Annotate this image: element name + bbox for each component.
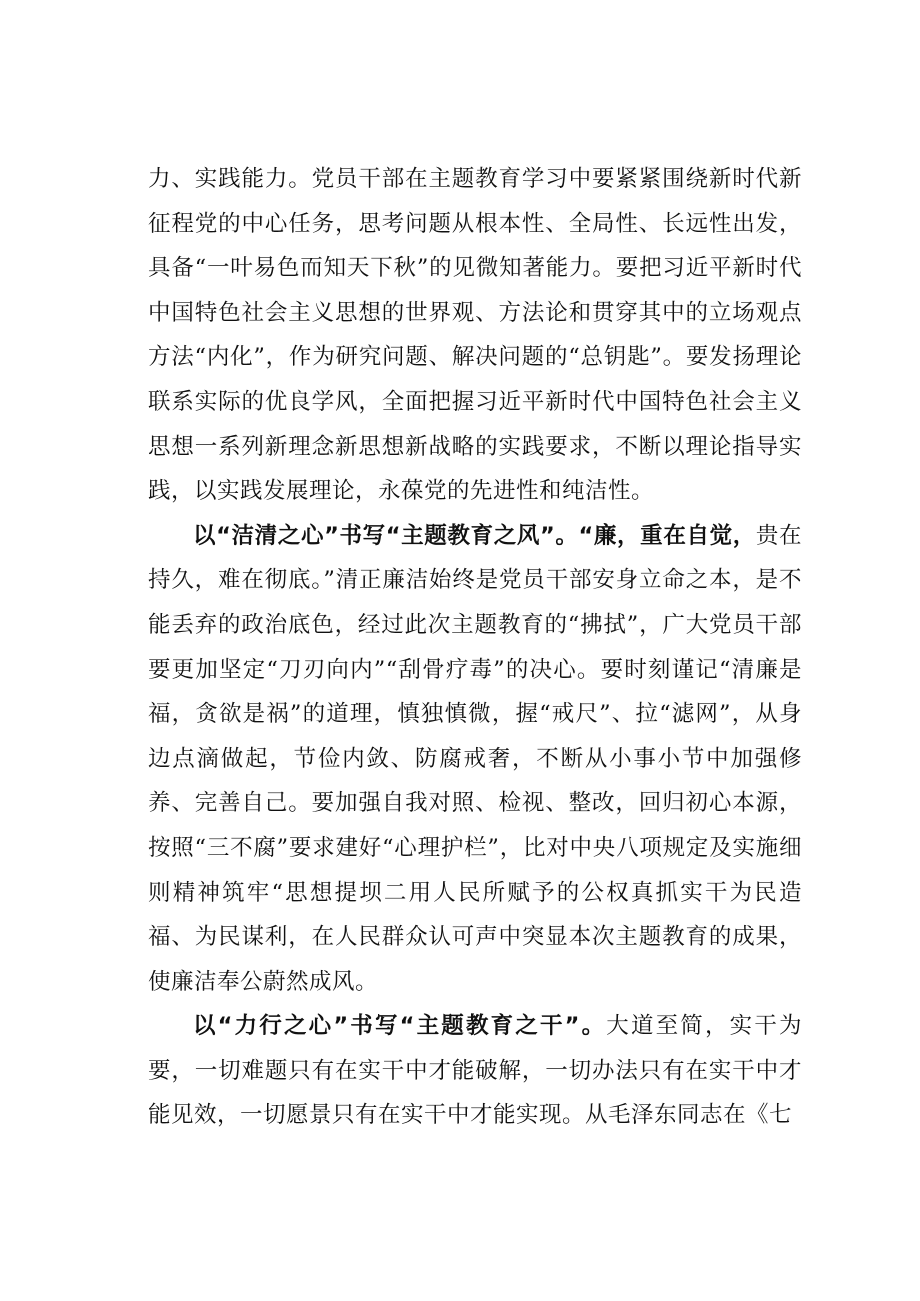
- paragraph-3-text: 大道至简，实干为要，一切难题只有在实干中才能破解，一切办法只有在实干中才能见效，一切愿景只有在实干中才能实现。从毛泽东同志在《七: [148, 1013, 802, 1129]
- paragraph-2-text: 贵在持久，难在彻底。”清正廉洁始终是党员干部安身立命之本，是不能丢弃的政治底色，经过此次主题教育的“拂拭”，广大党员干部要更加坚定“刀刃向内”“刮骨疗毒”的决心。要时刻谨记“清廉是福，贪欲是祸”的道理，慎独慎微，握“戒尺”、拉“滤网”，从身边点滴做起，节俭内敛、防腐戒奢，不断从小事小节中加强修养、完善自己。要加强自我对照、检视、整改，回归初心本源，按照“三不腐”要求建好“心理护栏”，比对中央八项规定及实施细则精神筑牢“思想提坝二用人民所赋予的公权真抓实干为民造福、为民谋利，在人民群众认可声中突显本次主题教育的成果，使廉洁奉公蔚然成风。: [148, 522, 802, 995]
- paragraph-2-lead: 以“洁清之心”书写“主题教育之风”。“廉，重在自觉，: [193, 522, 756, 549]
- paragraph-2: [148, 514, 802, 1005]
- paragraph-1: [148, 157, 802, 514]
- paragraph-3-lead: 以“力行之心”书写“主题教育之干”。: [193, 1013, 607, 1040]
- paragraph-3: [148, 1004, 802, 1138]
- document-body: [148, 157, 802, 1138]
- paragraph-1-text: 力、实践能力。党员干部在主题教育学习中要紧紧围绕新时代新征程党的中心任务，思考问题从根本性、全局性、长远性出发，具备“一叶易色而知天下秋”的见微知著能力。要把习近平新时代中国特色社会主义思想的世界观、方法论和贯穿其中的立场观点方法“内化”，作为研究问题、解决问题的“总钥匙”。要发扬理论联系实际的优良学风，全面把握习近平新时代中国特色社会主义思想一系列新理念新思想新战略的实践要求，不断以理论指导实践，以实践发展理论，永葆党的先进性和纯洁性。: [148, 166, 802, 505]
